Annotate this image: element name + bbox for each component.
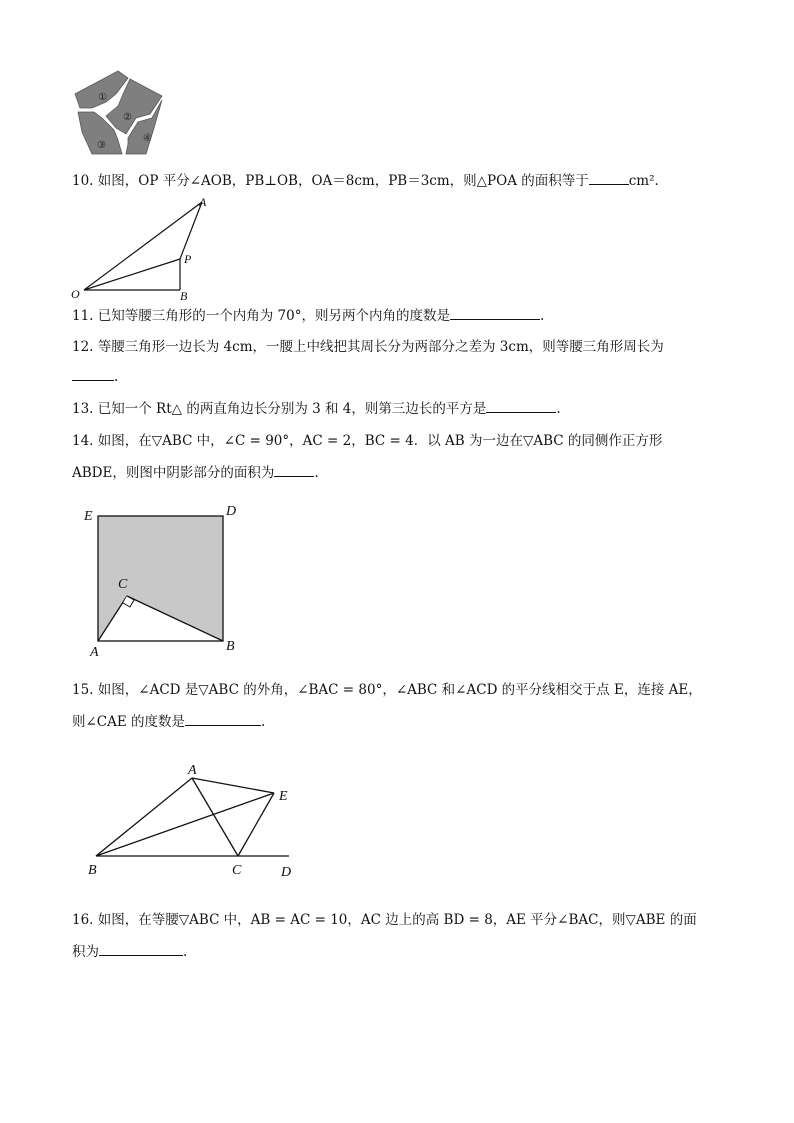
question-16-text-2: 积为	[72, 944, 99, 960]
question-14-end: .	[314, 465, 319, 481]
question-10-text: 10. 如图，OP 平分∠AOB，PB⊥OB，OA＝8cm，PB＝3cm，则△POA 的面积等于	[72, 173, 589, 189]
point-label-B: B	[226, 639, 235, 654]
point-label-B: B	[88, 863, 97, 878]
segment-AC	[192, 778, 238, 856]
segment-OA	[84, 202, 202, 290]
question-15-line1	[72, 681, 702, 699]
point-label-D: D	[226, 504, 237, 519]
question-14-text-2: ABDE，则图中阴影部分的面积为	[72, 465, 275, 481]
question-12-end: .	[114, 369, 119, 385]
piece-label-3: ③	[97, 140, 106, 151]
figure-10-triangle	[66, 192, 216, 304]
question-12-text: 12. 等腰三角形一边长为 4cm，一腰上中线把其周长分为两部分之差为 3cm，则等腰三角形周长为	[72, 339, 664, 355]
point-label-O: O	[71, 287, 80, 301]
segment-CE	[238, 793, 274, 856]
question-15-text-2: 则∠CAE 的度数是	[72, 714, 186, 730]
question-16-line1	[72, 911, 697, 929]
point-label-P: P	[184, 252, 192, 266]
question-13-text: 13. 已知一个 Rt△ 的两直角边长分别为 3 和 4，则第三边长的平方是	[72, 401, 487, 417]
question-13-end: .	[556, 401, 561, 417]
question-14-line1	[72, 432, 662, 450]
question-13	[72, 400, 561, 418]
point-label-A: A	[188, 763, 197, 778]
answer-blank-15[interactable]	[185, 713, 261, 726]
segment-BA	[96, 778, 192, 856]
figure-15-triangle	[82, 760, 312, 885]
answer-blank-11[interactable]	[450, 307, 540, 320]
question-15-end: .	[261, 714, 266, 730]
pentagon-puzzle-figure	[70, 68, 170, 160]
figure-14-square	[78, 500, 248, 662]
question-10-unit: cm².	[628, 173, 659, 189]
piece-label-4: ④	[143, 133, 152, 144]
shaded-region	[98, 516, 223, 641]
point-label-E: E	[84, 509, 93, 524]
answer-blank-16[interactable]	[99, 943, 183, 956]
question-15-text: 15. 如图，∠ACD 是▽ABC 的外角，∠BAC = 80°，∠ABC 和∠ACD 的平分线相交于点 E，连接 AE，	[72, 682, 702, 698]
piece-label-1: ①	[98, 92, 107, 103]
question-16-line2	[72, 943, 187, 961]
segment-AE	[192, 778, 274, 793]
question-11-text: 11. 已知等腰三角形的一个内角为 70°，则另两个内角的度数是	[72, 308, 450, 324]
question-16-end: .	[183, 944, 188, 960]
answer-blank-10[interactable]	[589, 172, 629, 185]
answer-blank-14[interactable]	[274, 464, 314, 477]
segment-BE	[96, 793, 274, 856]
answer-blank-12[interactable]	[72, 368, 114, 381]
point-label-E: E	[279, 789, 288, 804]
question-12-line2	[72, 368, 118, 386]
question-14-line2	[72, 464, 319, 482]
point-label-C: C	[118, 577, 128, 592]
piece-label-2: ②	[123, 112, 132, 123]
question-11	[72, 307, 544, 325]
question-16-text: 16. 如图，在等腰▽ABC 中，AB = AC = 10，AC 边上的高 BD = 8，AE 平分∠BAC，则▽ABE 的面	[72, 912, 697, 928]
point-label-A: A	[199, 195, 207, 209]
question-11-end: .	[539, 308, 545, 324]
point-label-B: B	[180, 289, 188, 303]
segment-OP	[84, 259, 180, 290]
question-10	[72, 172, 659, 190]
point-label-A: A	[90, 645, 99, 660]
point-label-D: D	[281, 865, 292, 880]
point-label-C: C	[232, 863, 242, 878]
question-12-line1	[72, 338, 664, 356]
question-15-line2	[72, 713, 265, 731]
answer-blank-13[interactable]	[486, 400, 556, 413]
question-14-text: 14. 如图，在▽ABC 中，∠C = 90°，AC = 2，BC = 4．以 AB 为一边在▽ABC 的同侧作正方形	[72, 433, 663, 449]
